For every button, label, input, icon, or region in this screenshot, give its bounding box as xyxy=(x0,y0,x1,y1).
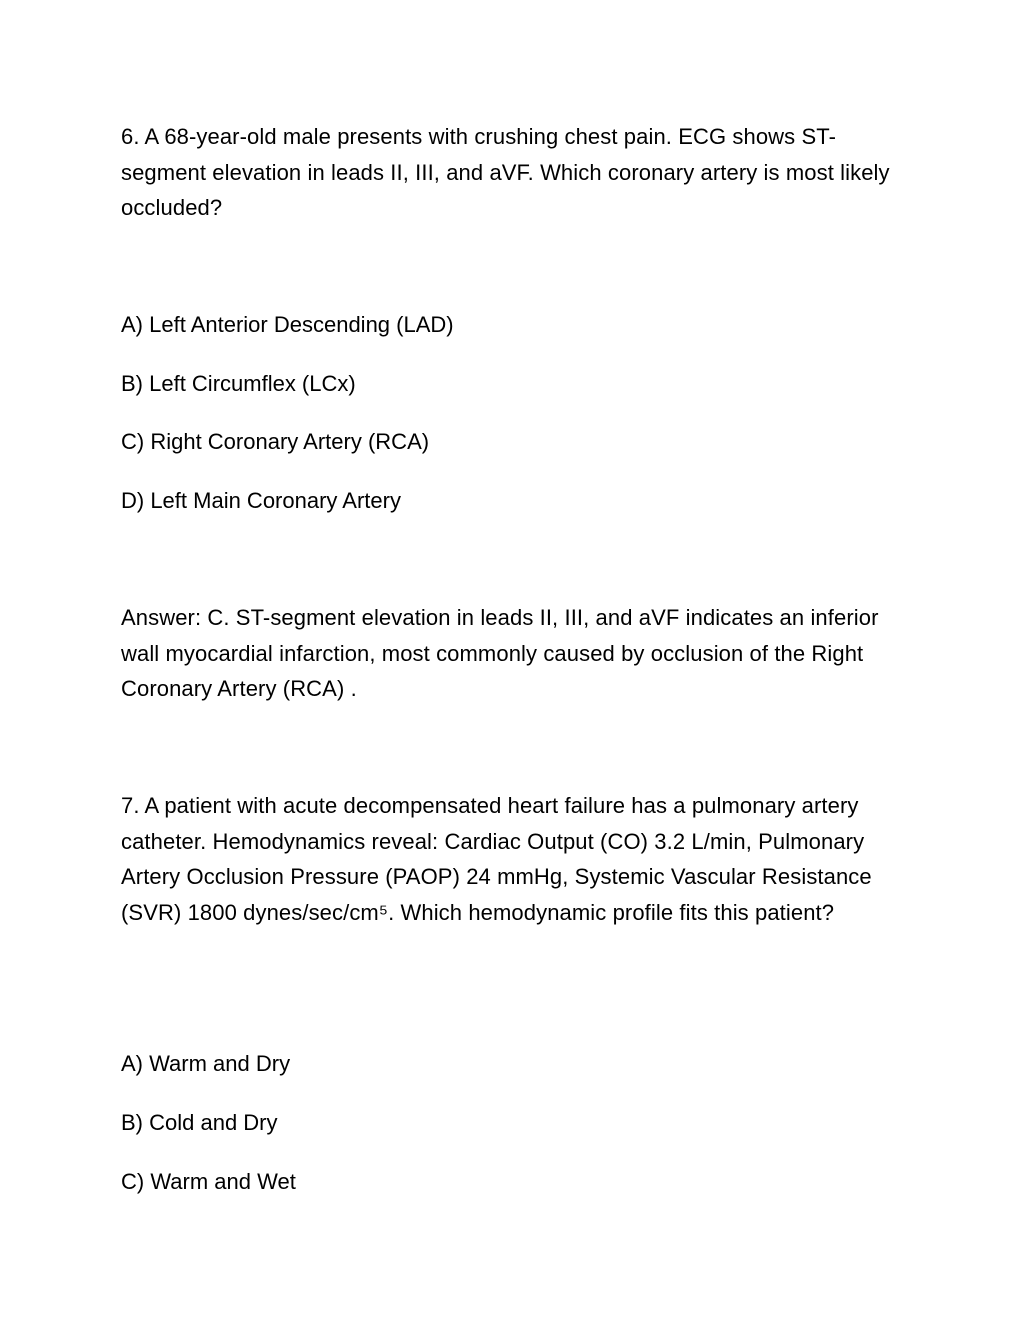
question-6-option-d: D) Left Main Coronary Artery xyxy=(121,488,401,513)
question-6-option-c: C) Right Coronary Artery (RCA) xyxy=(121,429,430,454)
question-6-option-a: A) Left Anterior Descending (LAD) xyxy=(121,312,454,337)
question-6-answer: Answer: C. ST-segment elevation in leads II, III, and aVF indicates an inferior wall myocardial infarction, most commonly caused by occlusion of the Right Coronary Artery (RCA) . xyxy=(121,605,879,701)
question-7-option-a: A) Warm and Dry xyxy=(121,1051,291,1076)
question-7-option-b: B) Cold and Dry xyxy=(121,1110,278,1135)
question-7-text: 7. A patient with acute decompensated heart failure has a pulmonary artery catheter. Hemodynamics reveal: Cardiac Output (CO) 3.2 L/min, Pulmonary Artery Occlusion Pressure (PAOP) 24 mmHg, Systemic Vascular Resistance (SVR) 1800 dynes/sec/cm⁵. Which hemodynamic profile fits this patient? xyxy=(121,793,872,925)
question-7-option-c: C) Warm and Wet xyxy=(121,1169,296,1194)
question-6-option-b: B) Left Circumflex (LCx) xyxy=(121,371,356,396)
question-6-text: 6. A 68-year-old male presents with crushing chest pain. ECG shows ST-segment elevation in leads II, III, and aVF. Which coronary artery is most likely occluded? xyxy=(121,124,890,220)
